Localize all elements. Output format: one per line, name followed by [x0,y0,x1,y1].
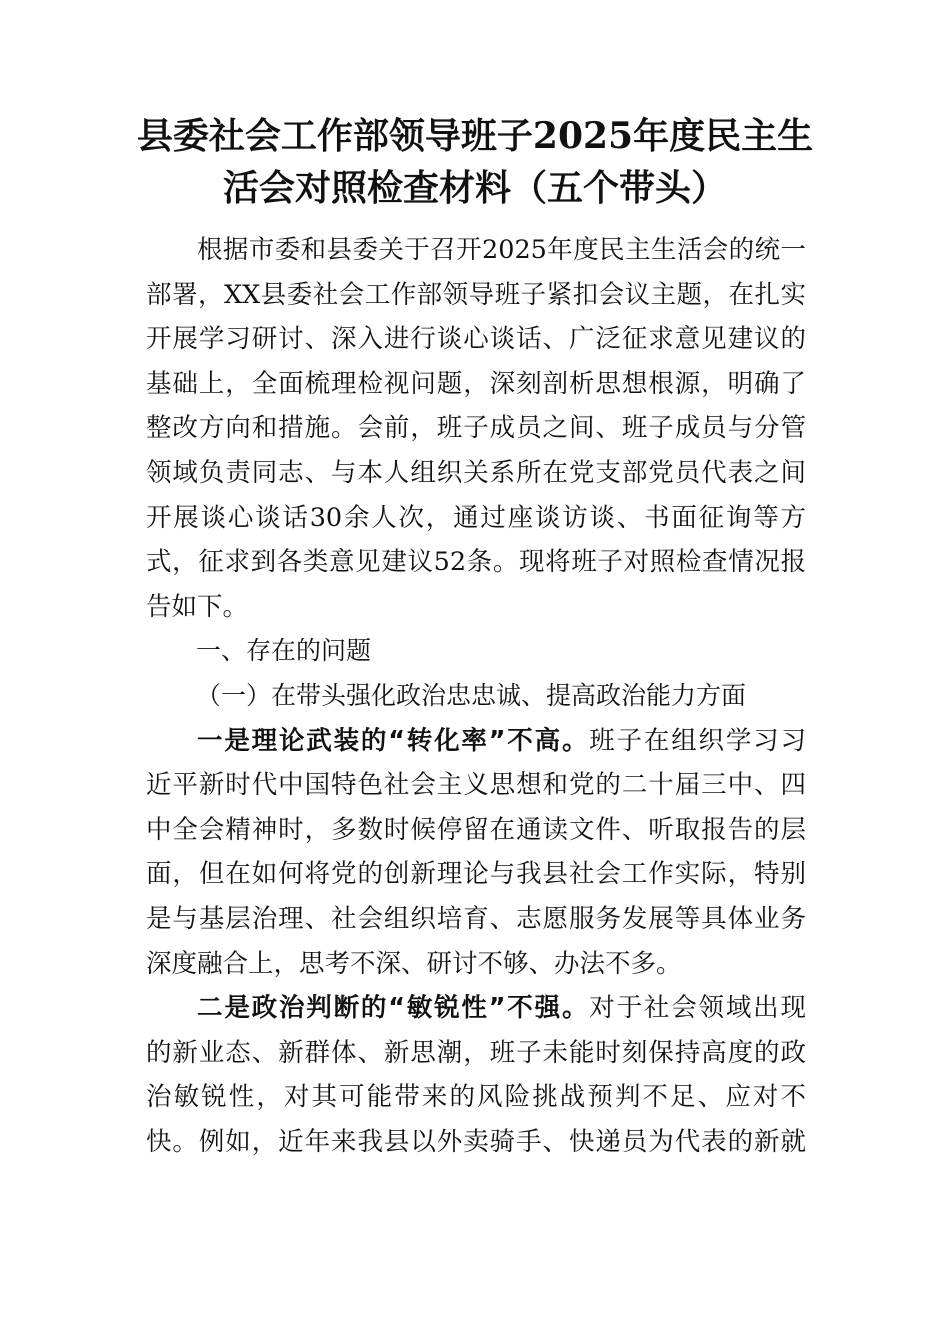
point-2-first-line [146,986,806,1031]
intro-line: 领域负责同志、与本人组织关系所在党支部党员代表之间 [146,457,806,488]
point-1-line: 中全会精神时，多数时候停留在通读文件、听取报告的层 [146,814,806,845]
point-1-line: 是与基层治理、社会组织培育、志愿服务发展等具体业务 [146,903,806,934]
point-2-line: 的新业态、新群体、新思潮，班子未能时刻保持高度的政 [146,1037,806,1068]
title-line-1: 县委社会工作部领导班子2025年度民主生 [136,115,814,157]
intro-line: 根据市委和县委关于召开2025年度民主生活会的统一 [197,235,806,265]
intro-paragraph [146,228,806,629]
point-1-line: 近平新时代中国特色社会主义思想和党的二十届三中、四 [146,770,806,801]
point-1-first-line [146,719,806,764]
point-2-paragraph [146,986,806,1164]
intro-line: 整改方向和措施。会前，班子成员之间、班子成员与分管 [146,413,806,444]
intro-line: 开展学习研讨、深入进行谈心谈话、广泛征求意见建议的 [146,324,806,355]
intro-line: 部署，XX县委社会工作部领导班子紧扣会议主题，在扎实 [146,279,806,310]
point-1-line: 深度融合上，思考不深、研讨不够、办法不多。 [146,948,682,979]
intro-line: 告如下。 [146,591,249,622]
point-1-paragraph [146,719,806,987]
point-2-line: 快。例如，近年来我县以外卖骑手、快递员为代表的新就 [146,1126,806,1157]
section-heading-problems: 一、存在的问题 [196,636,372,666]
point-1-line: 面，但在如何将党的创新理论与我县社会工作实际，特别 [146,859,806,890]
title-line-2: 活会对照检查材料（五个带头） [222,167,727,209]
point-1-line: 班子在组织学习习 [589,725,806,756]
intro-line: 基础上，全面梳理检视问题，深刻剖析思想根源，明确了 [146,368,806,399]
subsection-heading-1: （一）在带头强化政治忠忠诚、提高政治能力方面 [196,680,747,710]
document-title [120,110,830,214]
intro-line: 式，征求到各类意见建议52条。现将班子对照检查情况报 [146,547,806,578]
intro-line: 开展谈心谈话30余人次，通过座谈访谈、书面征询等方 [146,502,806,533]
point-2-line: 对于社会领域出现 [589,993,806,1024]
document-body [146,228,806,1164]
point-2-line: 治敏锐性，对其可能带来的风险挑战预判不足、应对不 [146,1082,806,1113]
point-1-lead: 一是理论武装的“转化率”不高。 [197,725,590,756]
point-2-lead: 二是政治判断的“敏锐性”不强。 [197,993,590,1024]
